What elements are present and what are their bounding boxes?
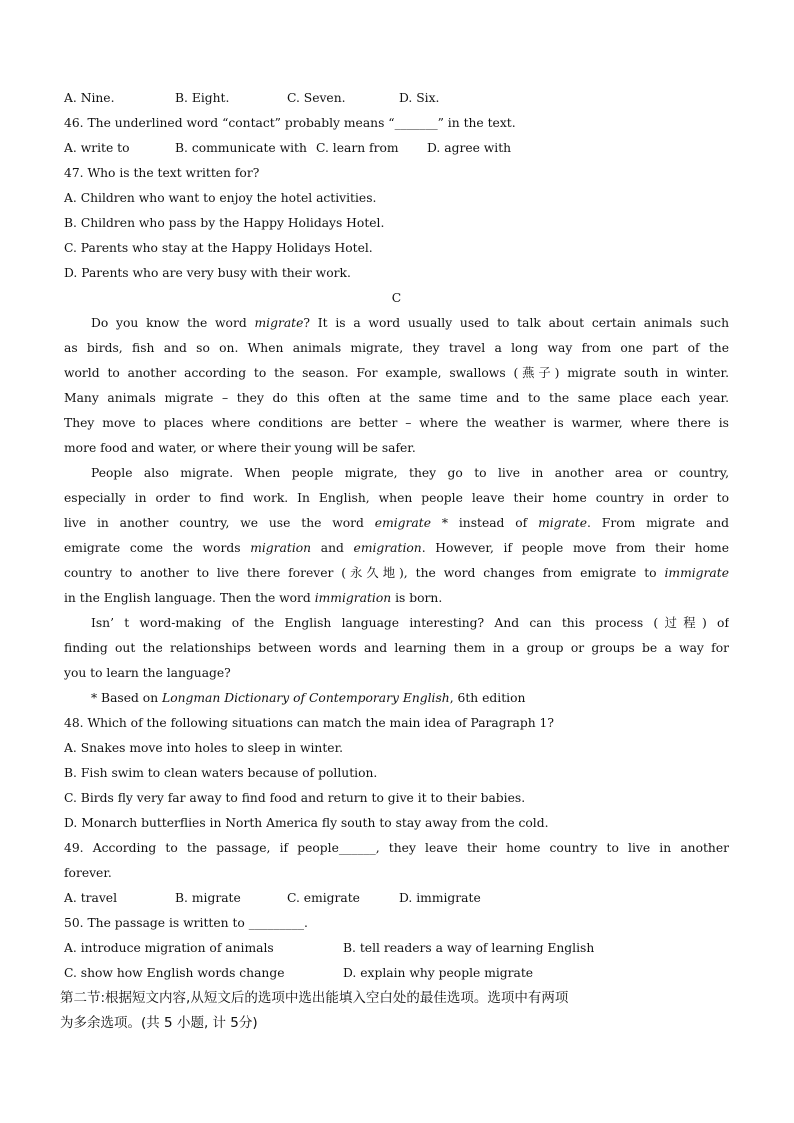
passage-line: as birds, fish and so on. When animals migrate, they travel a long way from one part of the: [64, 341, 729, 355]
q45-option-c[interactable]: C. Seven.: [287, 91, 346, 105]
q47-stem: 47. Who is the text written for?: [64, 166, 260, 180]
q49-options: [64, 886, 729, 911]
q46-option-c[interactable]: C. learn from: [316, 141, 399, 155]
passage-line: People also migrate. When people migrate, they go to live in another area or country,: [91, 466, 729, 480]
passage-line: live in another country, we use the word emigrate * instead of migrate. From migrate and: [64, 516, 729, 530]
q46-option-a[interactable]: A. write to: [64, 141, 130, 155]
footnote: * Based on Longman Dictionary of Contemporary English, 6th edition: [91, 691, 526, 705]
passage-line: world to another according to the season. For example, swallows (燕子) migrate south in winter.: [64, 366, 729, 380]
q48-stem: 48. Which of the following situations can match the main idea of Paragraph 1?: [64, 716, 554, 730]
passage-paragraph-2: [64, 461, 729, 611]
passage-line: emigrate come the words migration and emigration. However, if people move from their home: [64, 541, 729, 555]
section-label: C: [391, 291, 402, 305]
q49-option-d[interactable]: D. immigrate: [399, 891, 481, 905]
q47-option-d[interactable]: D. Parents who are very busy with their work.: [64, 266, 351, 280]
q50-option-c[interactable]: C. show how English words change: [64, 966, 285, 980]
q46-options: [64, 136, 729, 161]
section2-line-1: 第二节:根据短文内容,从短文后的选项中选出能填入空白处的最佳选项。选项中有两项: [60, 990, 569, 1006]
passage-line: you to learn the language?: [64, 666, 231, 680]
passage-paragraph-1: [64, 311, 729, 461]
q47-option-a[interactable]: A. Children who want to enjoy the hotel activities.: [64, 191, 377, 205]
q47-option-b[interactable]: B. Children who pass by the Happy Holidays Hotel.: [64, 216, 385, 230]
q49-option-b[interactable]: B. migrate: [175, 891, 241, 905]
passage-line: in the English language. Then the word immigration is born.: [64, 591, 443, 605]
exam-page: [60, 86, 729, 1036]
section2-line-2: 为多余选项。(共 5 小题, 计 5分): [60, 1015, 258, 1031]
passage-line: Isn’ t word-making of the English language interesting? And can this process (过程) of: [91, 616, 729, 630]
passage-line: Many animals migrate – they do this often at the same time and to the same place each year.: [64, 391, 729, 405]
q47-option-c[interactable]: C. Parents who stay at the Happy Holidays Hotel.: [64, 241, 373, 255]
passage-line: They move to places where conditions are better – where the weather is warmer, where there is: [64, 416, 729, 430]
q50-options-row-1: [64, 936, 729, 961]
q48-option-c[interactable]: C. Birds fly very far away to find food and return to give it to their babies.: [64, 791, 526, 805]
q49-stem: 49. According to the passage, if people______, they leave their home country to live in another: [64, 841, 729, 855]
q49-stem-continued: forever.: [64, 866, 112, 880]
q46-stem: 46. The underlined word “contact” probably means “_______” in the text.: [64, 116, 516, 130]
q45-options: [64, 86, 729, 111]
passage-line: country to another to live there forever (永久地), the word changes from emigrate to immigrate: [64, 566, 729, 580]
q50-option-d[interactable]: D. explain why people migrate: [343, 966, 534, 980]
q49-option-a[interactable]: A. travel: [64, 891, 118, 905]
q50-options-row-2: [64, 961, 729, 986]
q49-option-c[interactable]: C. emigrate: [287, 891, 360, 905]
q48-option-a[interactable]: A. Snakes move into holes to sleep in winter.: [64, 741, 344, 755]
q45-option-b[interactable]: B. Eight.: [175, 91, 230, 105]
q50-option-b[interactable]: B. tell readers a way of learning English: [343, 941, 595, 955]
section2-instruction: [60, 986, 729, 1036]
q46-option-d[interactable]: D. agree with: [427, 141, 512, 155]
q45-option-d[interactable]: D. Six.: [399, 91, 440, 105]
q48-option-d[interactable]: D. Monarch butterflies in North America fly south to stay away from the cold.: [64, 816, 549, 830]
q46-option-b[interactable]: B. communicate with: [175, 141, 307, 155]
passage-line: Do you know the word migrate? It is a word usually used to talk about certain animals such: [91, 316, 729, 330]
q50-option-a[interactable]: A. introduce migration of animals: [64, 941, 274, 955]
passage-line: finding out the relationships between words and learning them in a group or groups be a way for: [64, 641, 729, 655]
q50-stem: 50. The passage is written to _________.: [64, 916, 308, 930]
passage-line: more food and water, or where their young will be safer.: [64, 441, 416, 455]
q48-option-b[interactable]: B. Fish swim to clean waters because of pollution.: [64, 766, 378, 780]
q45-option-a[interactable]: A. Nine.: [64, 91, 115, 105]
passage-paragraph-3: [64, 611, 729, 686]
passage-line: especially in order to find work. In English, when people leave their home country in order to: [64, 491, 729, 505]
